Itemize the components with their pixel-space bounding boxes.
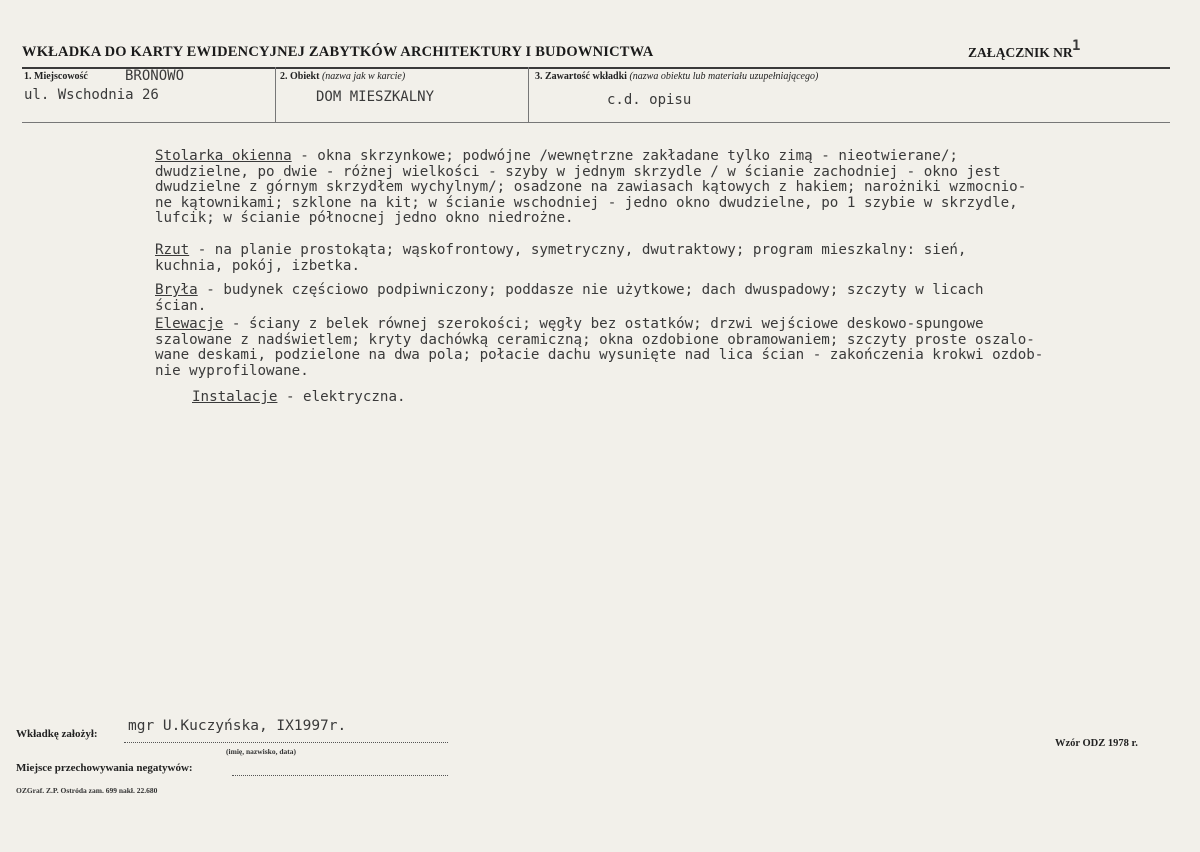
section-line: kuchnia, pokój, izbetka. (155, 257, 360, 274)
section-line: ścian. (155, 297, 207, 314)
section-window-joinery (155, 149, 1026, 227)
annex-number: 1 (1072, 38, 1081, 54)
section-heading: Stolarka okienna (155, 148, 292, 164)
negatives-storage-line (232, 775, 448, 776)
founder-label: Wkładkę założył: (16, 728, 98, 740)
section-line: - na planie prostokąta; wąskofrontowy, symetryczny, dwutraktowy; program mieszkalny: sień, (189, 242, 967, 258)
annex-label: ZAŁĄCZNIK NR (968, 45, 1073, 60)
template-reference: Wzór ODZ 1978 r. (1055, 738, 1138, 749)
section-line: wane deskami, podzielone na dwa pola; połacie dachu wysunięte nad lica ścian - zakończenia krokwi ozdob- (155, 347, 1044, 363)
section-line: - elektryczna. (277, 389, 406, 405)
content-label-hint: (nazwa obiektu lub materiału uzupełniającego) (629, 71, 819, 82)
section-line: - okna skrzynkowe; podwójne /wewnętrzne zakładane tylko zimą - nieotwierane/; (291, 148, 958, 164)
object-label-hint: (nazwa jak w karcie) (321, 71, 406, 82)
section-heading: Elewacje (155, 316, 224, 332)
section-line: dwudzielne z górnym skrzydłem wychylnym/; osadzone na zawiasach kątowych z hakiem; narożniki wzmocnio- (155, 179, 1027, 195)
section-heading: Bryła (155, 282, 198, 298)
founder-hint: (imię, nazwisko, data) (226, 747, 296, 756)
location-address: ul. Wschodnia 26 (24, 87, 159, 103)
section-line: - ściany z belek równej szerokości; węgły bez ostatków; drzwi wejściowe deskowo-spungowe (223, 316, 984, 332)
section-installations (192, 390, 406, 406)
section-elevations (155, 317, 1043, 379)
negatives-storage-label: Miejsce przechowywania negatywów: (16, 762, 193, 774)
founder-dotted-line (124, 742, 448, 743)
print-info: OZGraf. Z.P. Ostróda zam. 699 nakł. 22.680 (16, 786, 158, 795)
location-label: 1. Miejscowość (24, 71, 88, 82)
section-line: lufcik; w ścianie północnej jedno okno niedrożne. (155, 210, 574, 226)
section-massing (155, 283, 984, 314)
founder-value: mgr U.Kuczyńska, IX1997r. (128, 718, 347, 734)
section-heading: Rzut (155, 242, 190, 258)
content-label-main: 3. Zawartość wkładki (535, 71, 627, 82)
section-line: dwudzielne, po dwie - różnej wielkości - szyby w jednym skrzydle / w ścianie zachodniej - okno jest (155, 163, 1001, 180)
section-line: szalowane z nadświetlem; kryty dachówką ceramiczną; okna ozdobione obramowaniem; szczyty proste oszalo- (155, 331, 1035, 348)
section-floor-plan (155, 243, 966, 274)
section-line: - budynek częściowo podpiwniczony; poddasze nie użytkowe; dach dwuspadowy; szczyty w licach (197, 282, 984, 298)
section-line: nie wyprofilowane. (155, 362, 309, 379)
form-title: WKŁADKA DO KARTY EWIDENCYJNEJ ZABYTKÓW ARCHITEKTURY I BUDOWNICTWA (22, 44, 654, 60)
object-value: DOM MIESZKALNY (316, 89, 435, 105)
location-value: BRONOWO (125, 68, 185, 84)
content-value: c.d. opisu (607, 92, 692, 108)
section-line: ne kątownikami; szklone na kit; w ścianie wschodniej - jedno okno dwudzielne, po 1 szybie w skrzydle, (155, 194, 1018, 211)
object-label-main: 2. Obiekt (280, 71, 320, 82)
section-heading: Instalacje (192, 389, 278, 405)
